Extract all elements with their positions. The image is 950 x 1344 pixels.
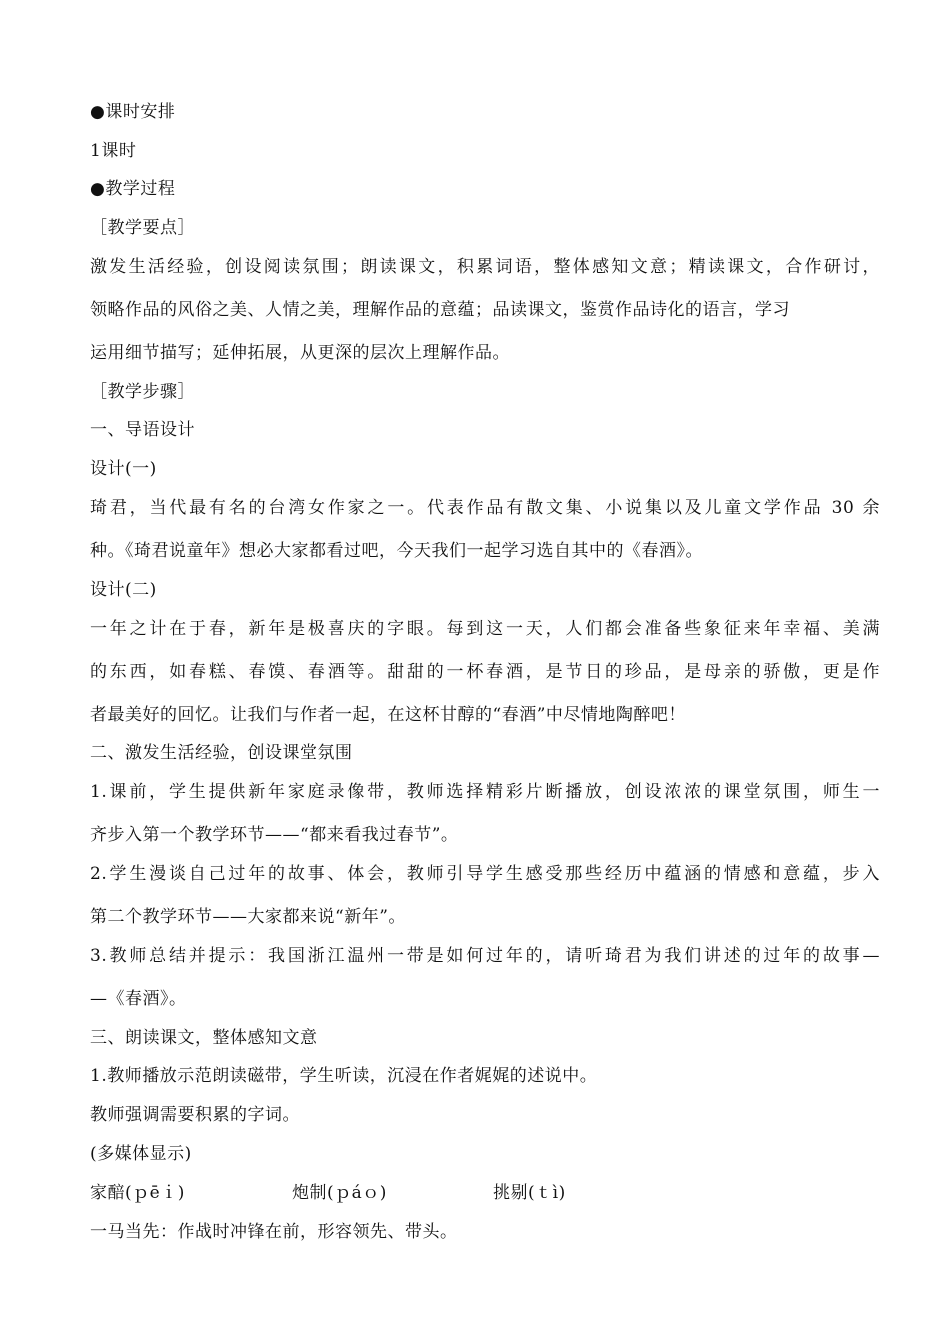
- key-points-line: 运用细节描写；延伸拓展，从更深的层次上理解作品。: [90, 343, 510, 363]
- design-1-title: 设计(一): [90, 459, 157, 479]
- steps-title: ［教学步骤］: [90, 382, 195, 402]
- design-1-line: 种。《琦君说童年》想必大家都看过吧，今天我们一起学习选自其中的《春酒》。: [90, 541, 703, 561]
- design-2-line: 者最美好的回忆。让我们与作者一起，在这杯甘醇的“春酒”中尽情地陶醉吧！: [90, 705, 686, 725]
- heading-schedule: ●课时安排: [90, 102, 176, 122]
- section-2-item: 2.学生漫谈自己过年的故事、体会，教师引导学生感受那些经历中蕴涵的情感和意蕴，步入: [90, 864, 880, 884]
- section-2-item: 齐步入第一个教学环节——“都来看我过春节”。: [90, 825, 459, 845]
- pinyin-item: 炮制(ｐáｏ): [292, 1183, 387, 1203]
- section-3-note: 教师强调需要积累的字词。: [90, 1105, 300, 1125]
- key-points-line: 领略作品的风俗之美、人情之美，理解作品的意蕴；品读课文，鉴赏作品诗化的语言，学习: [90, 300, 790, 320]
- section-3-item: 1.教师播放示范朗读磁带，学生听读，沉浸在作者娓娓的述说中。: [90, 1066, 598, 1086]
- design-1-line: 琦君，当代最有名的台湾女作家之一。代表作品有散文集、小说集以及儿童文学作品 30 余: [90, 498, 880, 518]
- key-points-title: ［教学要点］: [90, 218, 195, 238]
- pinyin-item: 家醅(ｐēｉ): [90, 1183, 185, 1203]
- section-2-item: —《春酒》。: [90, 989, 187, 1009]
- section-1-title: 一、导语设计: [90, 420, 195, 440]
- idiom-definition: 一马当先：作战时冲锋在前，形容领先、带头。: [90, 1222, 458, 1242]
- section-2-title: 二、激发生活经验，创设课堂氛围: [90, 743, 353, 763]
- section-2-item: 第二个教学环节——大家都来说“新年”。: [90, 907, 406, 927]
- section-2-item: 3.教师总结并提示：我国浙江温州一带是如何过年的，请听琦君为我们讲述的过年的故事—: [90, 946, 880, 966]
- pinyin-item: 挑剔(ｔì): [493, 1183, 566, 1203]
- pinyin-row: [90, 1181, 880, 1205]
- schedule-value: 1课时: [90, 141, 137, 161]
- design-2-line: 的东西，如春糕、春馍、春酒等。甜甜的一杯春酒，是节日的珍品，是母亲的骄傲，更是作: [90, 662, 880, 682]
- section-3-title: 三、朗读课文，整体感知文意: [90, 1028, 318, 1048]
- design-2-title: 设计(二): [90, 580, 157, 600]
- design-2-line: 一年之计在于春，新年是极喜庆的字眼。每到这一天，人们都会准备些象征来年幸福、美满: [90, 619, 880, 639]
- heading-process: ●教学过程: [90, 179, 176, 199]
- section-2-item: 1.课前，学生提供新年家庭录像带，教师选择精彩片断播放，创设浓浓的课堂氛围，师生一: [90, 782, 880, 802]
- key-points-line: 激发生活经验，创设阅读氛围；朗读课文，积累词语，整体感知文意；精读课文，合作研讨，: [90, 257, 880, 277]
- multimedia-label: (多媒体显示): [90, 1144, 192, 1164]
